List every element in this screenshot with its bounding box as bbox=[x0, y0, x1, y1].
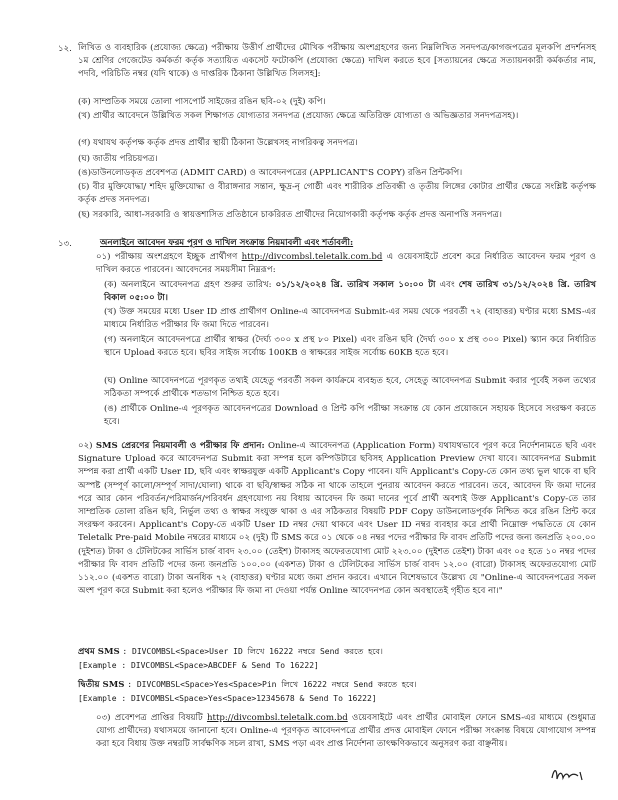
item-12-g: (গ) যথাযথ কর্তৃপক্ষ কর্তৃক প্রদত্ত প্রার্থীর স্থায়ী ঠিকানা উল্লেখসহ নাগরিকত্ব সনদপত্র। bbox=[78, 138, 358, 148]
section-13-g: (গ) অনলাইনে আবেদনপত্রে প্রার্থীর স্বাক্ষর (দৈর্ঘ্য ৩০০ x প্রস্থ ৮০ Pixel) এবং রঙিন ছবি (দৈর্ঘ্য ৩০০ x প্রস্থ ৩০০ Pixel) স্ক্যান করে নির্ধারিত স্থানে Upload করতে হবে। ছবির সাইজ সর্বোচ্চ 100KB ও স্বাক্ষরের সাইজ সর্বোচ্চ 60KB হতে হবে। bbox=[104, 335, 596, 359]
second-sms-label: দ্বিতীয় SMS bbox=[78, 680, 125, 690]
section-13-para-01: ০১) পরীক্ষায় অংশগ্রহণে ইচ্ছুক প্রার্থীগণ http://divcombsl.teletalk.com.bd এ ওয়েবসাইটে প্রবেশ করে নির্ধারিত আবেদন ফরম পূরণ ও দাখিল করতে পারবেন। আবেদনের সময়সীমা নিম্নরূপ: bbox=[96, 252, 597, 276]
first-sms-line: প্রথম SMS : DIVCOMBSL<Space>User ID লিখে 16222 নম্বরে Send করতে হবে। bbox=[78, 647, 383, 657]
section-13-k: (ক) অনলাইনে আবেদনপত্র গ্রহণ শুরুর তারিখ: ০১/১২/২০২৪ খ্রি. তারিখ সকাল ১০:০০ টা এবং শেষ তারিখ ৩১/১২/২০২৪ খ্রি. তারিখ বিকাল ০৫:০০ টা। bbox=[104, 280, 597, 304]
item-12-ch: (চ) বীর মুক্তিযোদ্ধা/ শহিদ মুক্তিযোদ্ধা ও বীরাঙ্গনার সন্তান, ক্ষুদ্র-নৃ গোষ্ঠী এবং শারীরিক প্রতিবন্ধী ও তৃতীয় লিঙ্গের কোটার প্রার্থীর ক্ষেত্রে সংশ্লিষ্ট কর্তৃপক্ষ কর্তৃক প্রদত্ত সনদপত্র। bbox=[78, 182, 596, 206]
section-13-heading: অনলাইনে আবেদন ফরম পূরণ ও দাখিল সংক্রান্ত নিয়মাবলী এবং শর্তাবলী: bbox=[100, 238, 354, 248]
item-12-kh: (খ) প্রার্থীর আবেদনে উল্লিখিত সকল শিক্ষাগত যোগ্যতার সনদপত্র (প্রযোজ্য ক্ষেত্রে অতিরিক্ত যোগ্যতা ও অভিজ্ঞতার সনদপত্রসহ)। bbox=[78, 111, 519, 121]
second-sms-example: [Example : DIVCOMBSL<Space>Yes<Space>12345678 & Send To 16222] bbox=[78, 694, 377, 703]
website-link-2[interactable]: http://divcombsl.teletalk.com.bd bbox=[206, 713, 348, 723]
second-sms-line: দ্বিতীয় SMS : DIVCOMBSL<Space>Yes<Space>Pin লিখে 16222 নম্বরে Send করতে হবে। bbox=[78, 680, 417, 690]
website-link[interactable]: http://divcombsl.teletalk.com.bd bbox=[241, 252, 383, 262]
sms-rules-para: ০২) SMS প্রেরণের নিয়মাবলী ও পরীক্ষার ফি প্রদান: Online-এ আবেদনপত্র (Application Form) যথাযথভাবে পূরণ করে নির্দেশনামতে ছবি এবং Signature Upload করে আবেদনপত্র Submit করা সম্পন্ন হলে কম্পিউটারে ছবিসহ Application Preview দেখা যাবে। আবেদনপত্র Submit সম্পন্ন করা প্রার্থী একটি User ID, ছবি এবং স্বাক্ষরযুক্ত একটি Applicant's Copy পাবেন। যদি Applicant's Copy-তে কোন তথ্য ভুল থাকে বা ছবি অস্পষ্ট (সম্পূর্ণ কালো/সম্পূর্ণ সাদা/ঘোলা) থাকে বা ছবি/স্বাক্ষর সঠিক না থাকে তাহলে পুনরায় আবেদন করতে পারবেন। তবে, আবেদন ফি জমা দানের পরে আর কোন পরিবর্তন/পরিমার্জন/পরিবর্ধন গ্রহণযোগ্য নয় বিধায় আবেদন ফি জমা দানের পূর্বে প্রার্থী অবশ্যই উক্ত Applicant's Copy-তে তার সাম্প্রতিক তোলা রঙিন ছবি, নির্ভুল তথ্য ও স্বাক্ষর সংযুক্ত থাকা ও এর সঠিকতার বিষয়টি PDF Copy ডাউনলোডপূর্বক নিশ্চিত করে রঙিন প্রিন্ট করে সংরক্ষণ করবেন। Applicant's Copy-তে একটি User ID নম্বর দেয়া থাকবে এবং User ID নম্বর ব্যবহার করে প্রার্থী নিম্নোক্ত পদ্ধতিতে যে কোন Teletalk Pre-paid Mobile নম্বরের মাধ্যমে ০২ (দুই) টি SMS করে ০১ থেকে ০৪ নম্বর পদের পরীক্ষার ফি বাবদ প্রতিটি পদের জন্য জনপ্রতি ২০০.০০ (দুইশত) টাকা ও টেলিটকের সার্ভিস চার্জ বাবদ ২৩.০০ (তেইশ) টাকাসহ অফেরতযোগ্য মোট ২২৩.০০ (দুইশত তেইশ) টাকা এবং ০৫ হতে ১০ নম্বর পদের পরীক্ষার ফি বাবদ প্রতিটি পদের জন্য জনপ্রতি ১০০.০০ (একশত) টাকা ও টেলিটকের সার্ভিস চার্জ বাবদ ১২.০০ (বারো) টাকাসহ অফেরতযোগ্য মোট ১১২.০০ (একশত বারো) টাকা অনধিক ৭২ (বাহাত্তর) ঘণ্টার মধ্যে জমা প্রদান করবে। এখানে বিশেষভাবে উল্লেখ্য যে "Online-এ আবেদনপত্রের সকল অংশ পূরণ করে Submit করা হলেও পরীক্ষার ফি জমা না দেওয়া পর্যন্ত Online আবেদনপত্র কোন অবস্থাতেই গৃহীত হবে না।" bbox=[78, 441, 597, 597]
first-sms-label: প্রথম SMS bbox=[78, 647, 120, 657]
signature-mark bbox=[548, 764, 592, 786]
item-12-number: ১২. bbox=[58, 44, 72, 54]
sms-rules-title: SMS প্রেরণের নিয়মাবলী ও পরীক্ষার ফি প্রদান: bbox=[95, 441, 265, 451]
section-13-kh: (খ) উক্ত সময়ের মধ্যে User ID প্রাপ্ত প্রার্থীগণ Online-এ আবেদনপত্র Submit-এর সময় থেকে পরবর্তী ৭২ (বাহাত্তর) ঘণ্টার মধ্যে SMS-এর মাধ্যমে নির্ধারিত পরীক্ষার ফি জমা দিতে পারবেন। bbox=[104, 307, 596, 331]
start-date: ০১/১২/২০২৪ খ্রি. তারিখ সকাল ১০:০০ টা bbox=[275, 280, 436, 290]
end-date: শেষ তারিখ ৩১/১২/২০২৪ খ্রি. তারিখ বিকাল ০৫:০০ টা। bbox=[104, 280, 597, 304]
item-12-ng: (ঙ)ডাউনলোডকৃত প্রবেশপত্র (ADMIT CARD) ও আবেদনপত্রের (APPLICANT'S COPY) রঙিন প্রিন্টকপি। bbox=[78, 168, 463, 178]
item-12-chh: (ছ) সরকারি, আধা-সরকারি ও স্বায়ত্তশাসিত প্রতিষ্ঠানে চাকরিরত প্রার্থীদের নিয়োগকারী কর্তৃপক্ষ কর্তৃক প্রদত্ত অনাপত্তি সনদপত্র। bbox=[78, 210, 502, 220]
item-12-gh: (ঘ) জাতীয় পরিচয়পত্র। bbox=[78, 154, 158, 164]
section-13-number: ১৩. bbox=[58, 239, 72, 249]
admit-card-para: ০৩) প্রবেশপত্র প্রাপ্তির বিষয়টি http://divcombsl.teletalk.com.bd ওয়েবসাইটে এবং প্রার্থীর মোবাইল ফোনে SMS-এর মাধ্যমে (শুধুমাত্র যোগ্য প্রার্থীদের) যথাসময়ে জানানো হবে। Online-এ পূরণকৃত আবেদনপত্রে প্রার্থীর প্রদত্ত মোবাইল ফোনে পরীক্ষা সংক্রান্ত বিষয়ে যোগাযোগ সম্পন্ন করা হবে বিধায় উক্ত নম্বরটি সার্বক্ষণিক সচল রাখা, SMS পড়া এবং প্রাপ্ত নির্দেশনা তাৎক্ষণিকভাবে অনুসরণ করা বাঞ্ছনীয়। bbox=[96, 713, 596, 750]
first-sms-example: [Example : DIVCOMBSL<Space>ABCDEF & Send To 16222] bbox=[78, 661, 319, 670]
section-13-gh: (ঘ) Online আবেদনপত্রে পূরণকৃত তথ্যই যেহেতু পরবর্তী সকল কার্যক্রমে ব্যবহৃত হবে, সেহেতু আবেদনপত্র Submit করার পূর্বেই সকল তথ্যের সঠিকতা সম্পর্কে প্রার্থীকে শতভাগ নিশ্চিত হতে হবে। bbox=[104, 376, 596, 400]
item-12-text: লিখিত ও ব্যবহারিক (প্রযোজ্য ক্ষেত্রে) পরীক্ষায় উত্তীর্ণ প্রার্থীদের মৌখিক পরীক্ষায় অংশগ্রহণের জন্য নিম্নলিখিত সনদপত্র/কাগজপত্রের মূলকপি প্রদর্শনসহ ১ম শ্রেণির গেজেটেড কর্মকর্তা কর্তৃক সত্যায়িত একসেট ফটোকপি (প্রযোজ্য ক্ষেত্রে) দাখিল করতে হবে [সত্যায়নের ক্ষেত্রে সত্যায়নকারী কর্মকর্তার নাম, পদবি, পরিচিতি নম্বর (যদি থাকে) ও দাপ্তরিক ঠিকানা উল্লিখিত সিলসহ]: bbox=[78, 43, 596, 80]
item-12-k: (ক) সাম্প্রতিক সময়ে তোলা পাসপোর্ট সাইজের রঙিন ছবি-০২ (দুই) কপি। bbox=[78, 97, 326, 107]
section-13-ng: (ঙ) প্রার্থীকে Online-এ পূরণকৃত আবেদনপত্রের Download ও প্রিন্ট কপি পরীক্ষা সংক্রান্ত যে কোন প্রয়োজনে সহায়ক হিসেবে সংরক্ষণ করতে হবে। bbox=[104, 404, 596, 428]
